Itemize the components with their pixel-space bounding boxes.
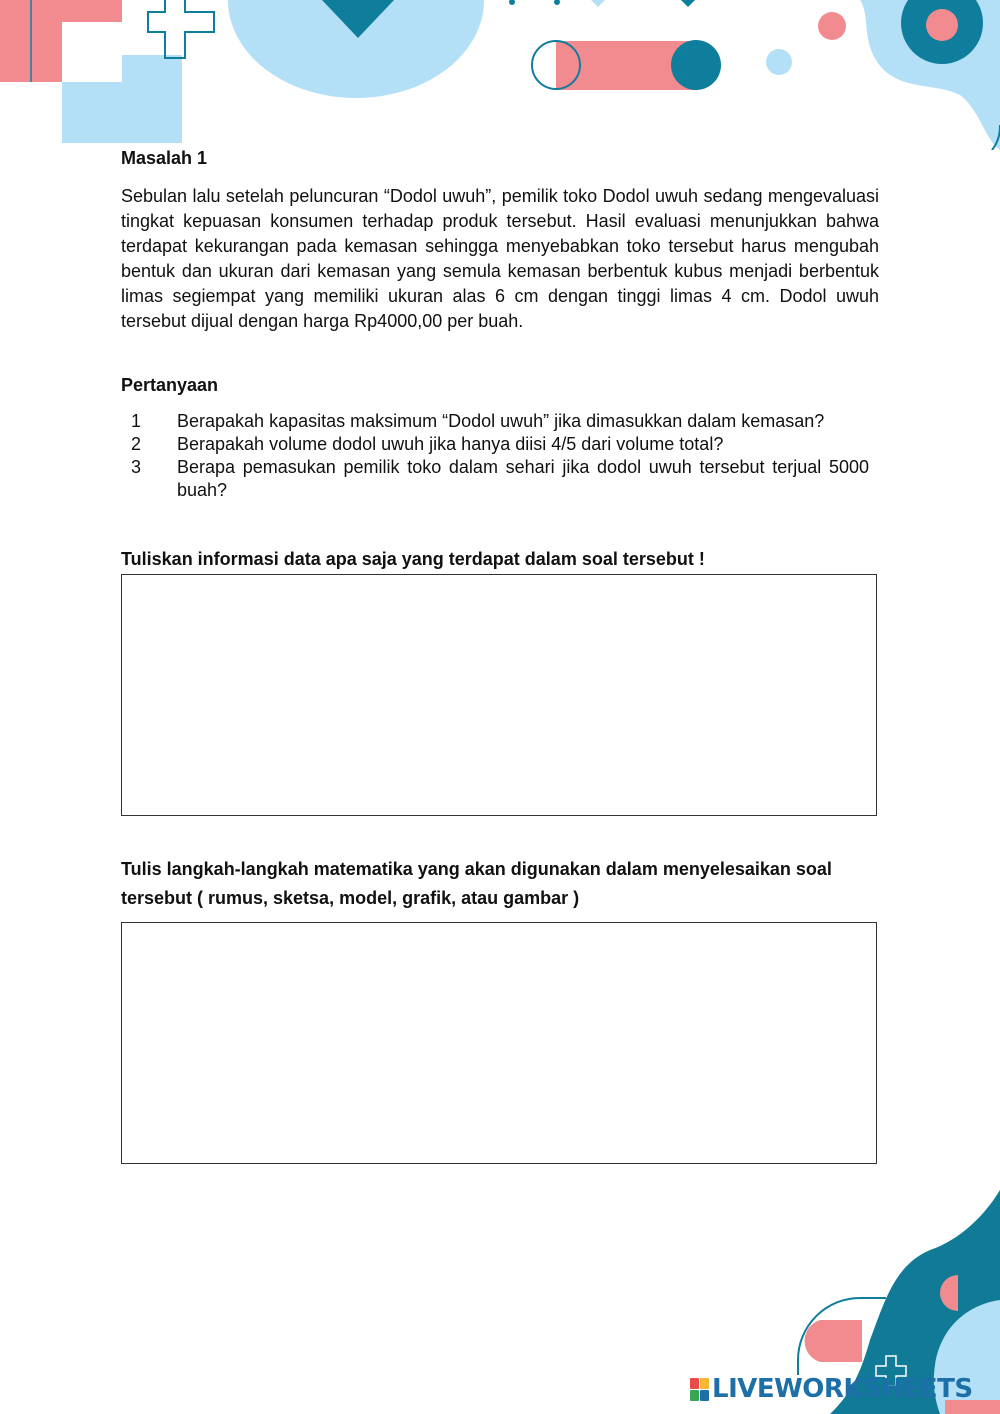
- deco-pink-block: [805, 1320, 862, 1362]
- top-decoration: [0, 0, 1000, 150]
- problem-body: Sebulan lalu setelah peluncuran “Dodol uwuh”, pemilik toko Dodol uwuh sedang mengevaluasi tingkat kepuasan konsumen terhadap produk tersebut. Hasil evaluasi menunjukkan bahwa terdapat kekurangan pada kemasan sehingga menyebabkan toko tersebut harus mengubah bentuk dan ukuran dari kemasan yang semula kemasan berbentuk kubus menjadi berbentuk limas segiempat yang memiliki ukuran alas 6 cm dengan tinggi limas 4 cm. Dodol uwuh tersebut dijual dengan harga Rp4000,00 per buah.: [121, 186, 879, 331]
- question-item: [121, 410, 869, 433]
- deco-teal-circle: [671, 40, 721, 90]
- deco-dot: [554, 0, 560, 5]
- question-number: 2: [131, 434, 142, 454]
- problem-title: Masalah 1: [121, 148, 208, 168]
- deco-light-blue-dot: [766, 49, 792, 75]
- question-item: [121, 456, 869, 502]
- deco-white-square: [62, 22, 122, 82]
- task2-prompt: Tulis langkah-langkah matematika yang akan digunakan dalam menyelesaikan soal tersebut ( rumus, sketsa, model, grafik, atau gambar ): [121, 859, 832, 908]
- question-text: Berapakah volume dodol uwuh jika hanya diisi 4/5 dari volume total?: [177, 434, 724, 454]
- question-item: [121, 433, 869, 456]
- deco-plus-outline: [148, 0, 214, 58]
- deco-pink-dot: [818, 12, 846, 40]
- questions-title: Pertanyaan: [121, 375, 219, 395]
- deco-pink-ring-center: [926, 9, 958, 41]
- question-number: 1: [131, 411, 142, 431]
- logo-mark-icon: [690, 1378, 709, 1401]
- liveworksheets-logo: [690, 1374, 973, 1404]
- logo-text: LIVEWORKSHEETS: [712, 1374, 973, 1404]
- question-text: Berapa pemasukan pemilik toko dalam sehari jika dodol uwuh tersebut terjual 5000 buah?: [177, 457, 869, 500]
- task1-prompt: Tuliskan informasi data apa saja yang terdapat dalam soal tersebut !: [121, 549, 705, 569]
- data-info-answer-box[interactable]: [121, 574, 877, 816]
- question-text: Berapakah kapasitas maksimum “Dodol uwuh” jika dimasukkan dalam kemasan?: [177, 411, 825, 431]
- deco-small-triangle: [591, 0, 605, 7]
- deco-small-triangle: [681, 0, 695, 7]
- question-number: 3: [131, 457, 142, 477]
- question-list: [121, 410, 869, 502]
- deco-dot: [509, 0, 515, 5]
- math-steps-answer-box[interactable]: [121, 922, 877, 1164]
